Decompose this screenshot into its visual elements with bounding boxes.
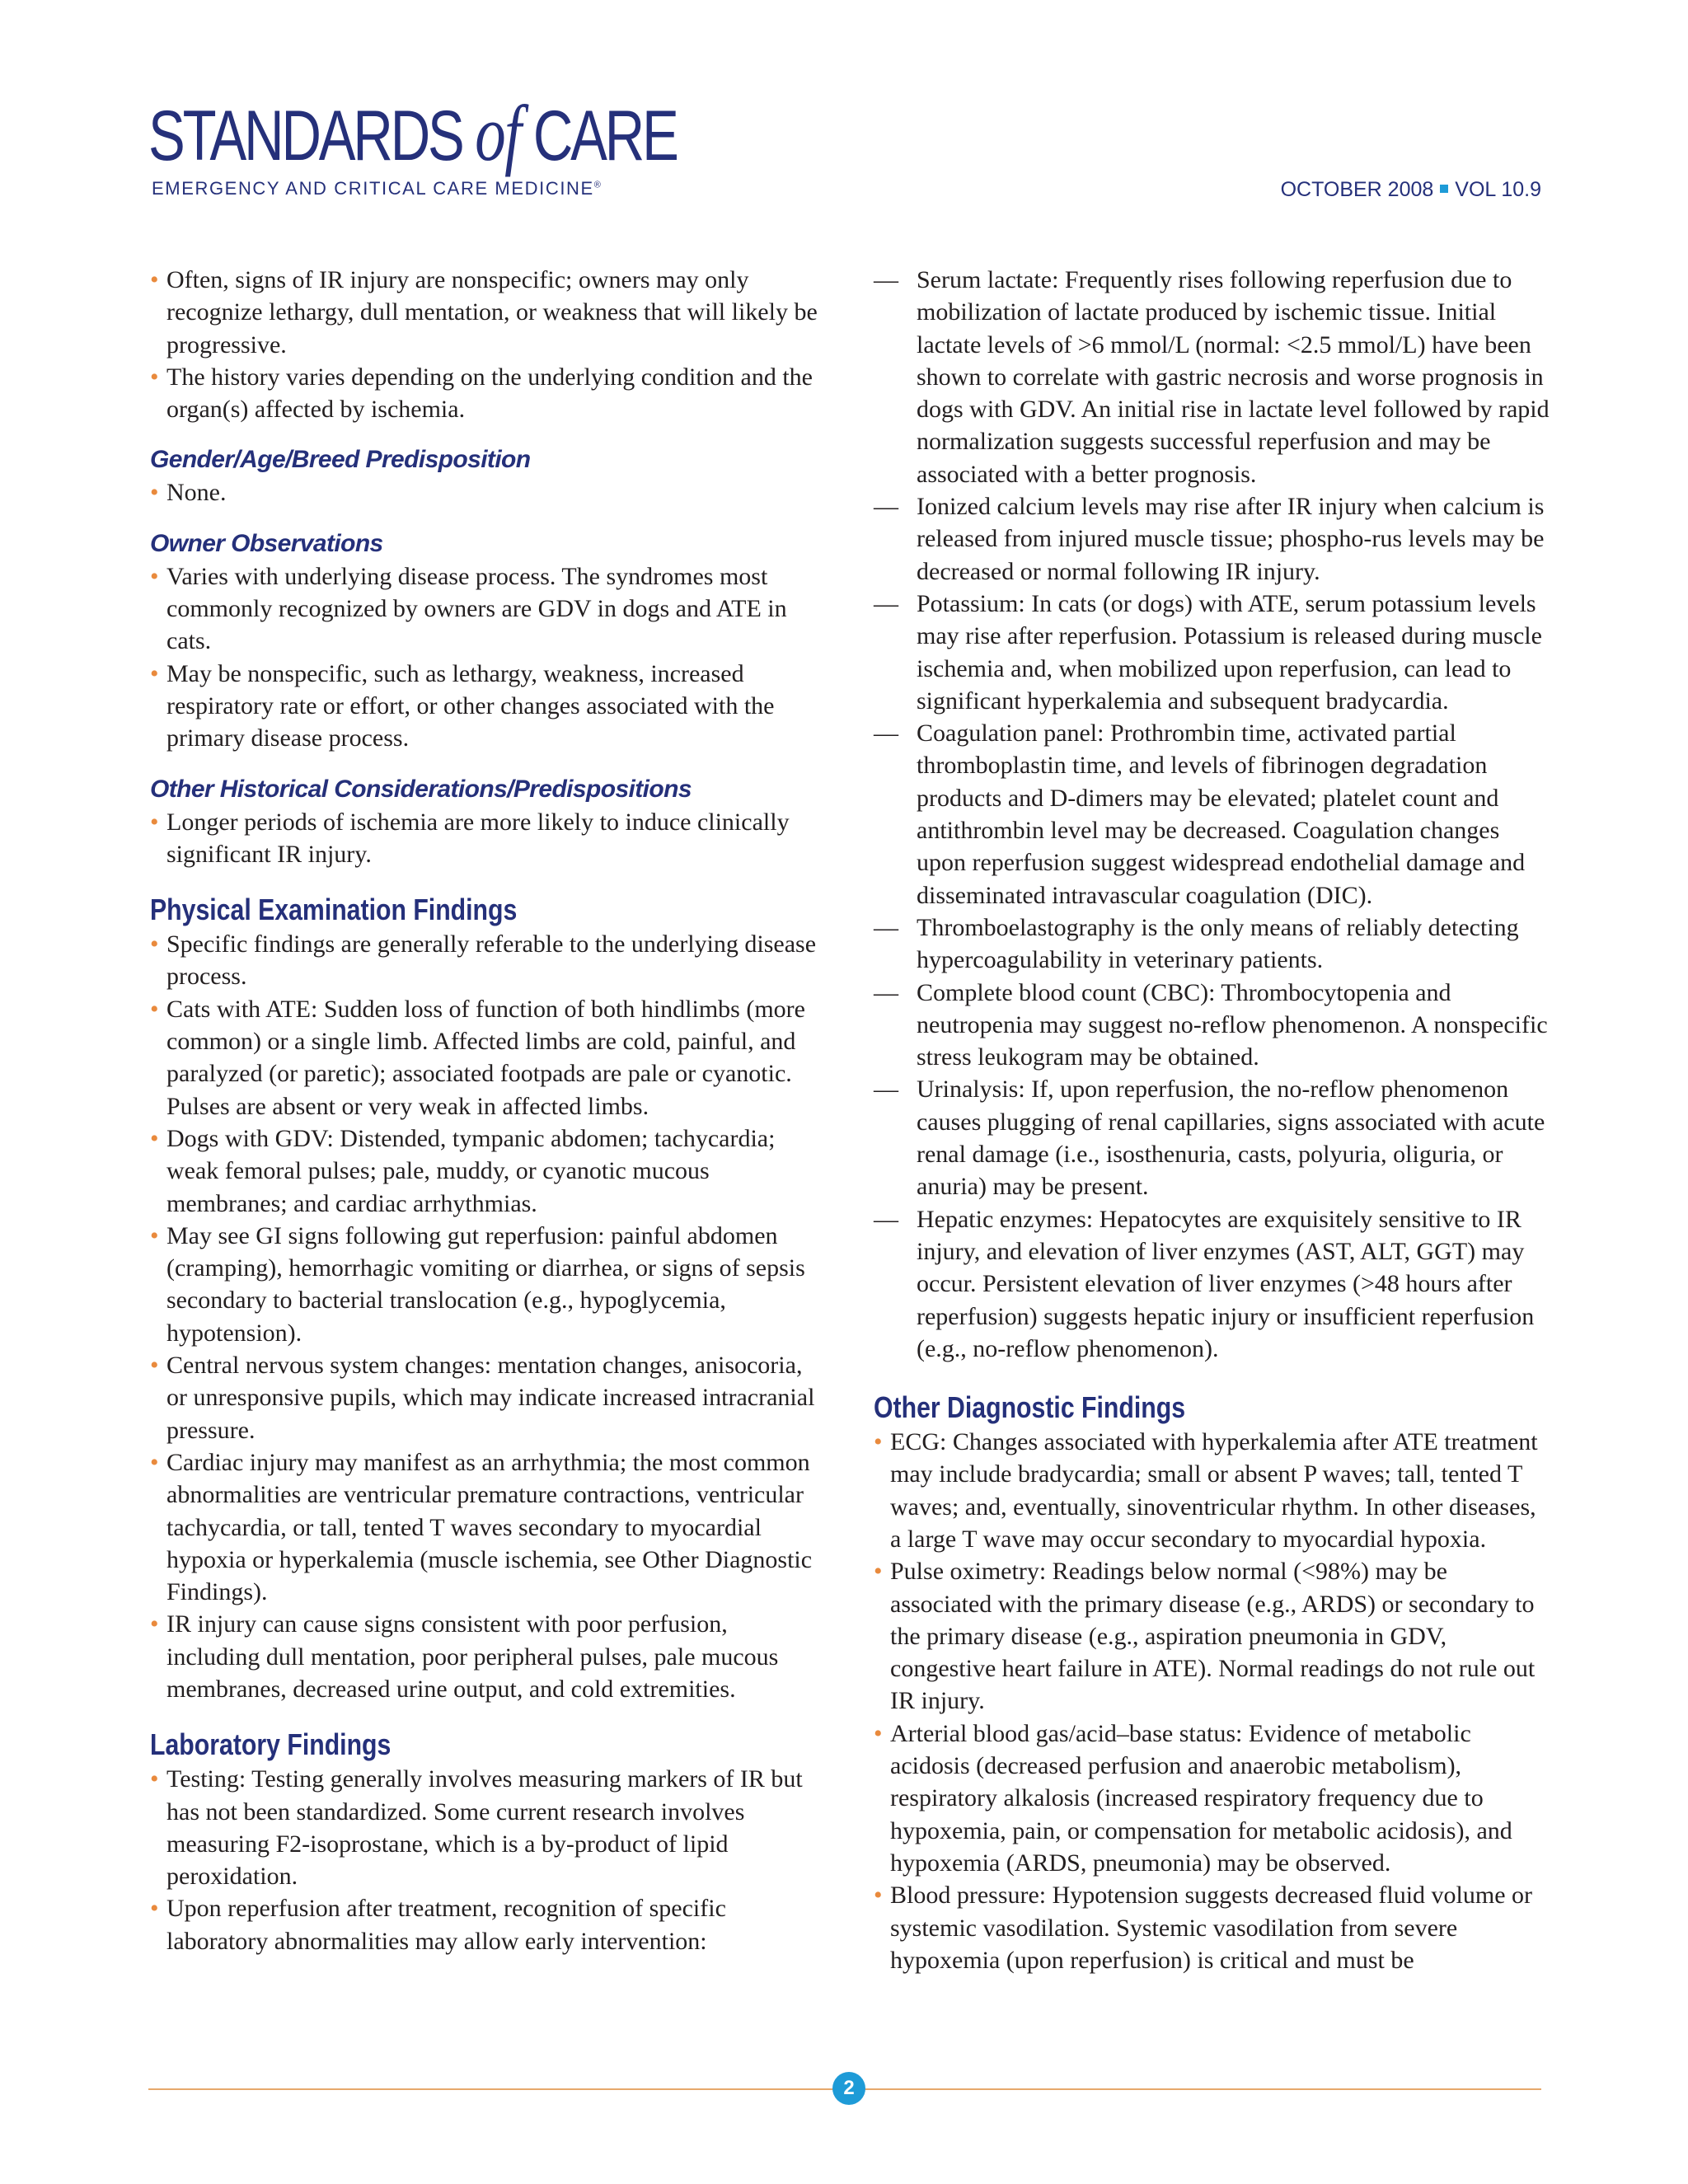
bullet-item <box>150 1763 826 1892</box>
issue-date: OCTOBER 2008 <box>1280 178 1434 201</box>
item-text: Potassium: In cats (or dogs) with ATE, serum potassium levels may rise after reperfusion. Potassium is released during muscle ischemia and, when mobilized upon reperfusion, can lead to significant hyperkalemia and subsequent bradycardia. <box>917 589 1542 715</box>
page-number: 2 <box>832 2072 865 2105</box>
issue-info <box>1281 178 1541 202</box>
item-text: Central nervous system changes: mentation changes, anisocoria, or unresponsive pupils, which may indicate increased intracranial pressure. <box>166 1352 815 1444</box>
issue-volume: VOL 10.9 <box>1455 178 1541 201</box>
dash-item <box>874 588 1550 717</box>
dash-item <box>874 717 1550 912</box>
bullet-item <box>150 560 826 658</box>
item-text: Ionized calcium levels may rise after IR injury when calcium is released from injured muscle tissue; phospho-rus levels may be decreased or normal following IR injury. <box>917 493 1545 585</box>
bullet-item <box>874 1879 1550 1976</box>
item-text: Testing: Testing generally involves measuring markers of IR but has not been standardized. Some current research involves measuring F2-isoprostane, which is a by-product of lipid peroxidation. <box>166 1765 803 1891</box>
laboratory-list <box>150 1763 826 1957</box>
item-text: Longer periods of ischemia are more likely to induce clinically significant IR injury. <box>166 808 790 868</box>
bullet-dot-icon: • <box>150 930 159 958</box>
separator-square-icon <box>1440 185 1448 193</box>
other-diagnostic-heading: Other Diagnostic Findings <box>874 1390 1186 1425</box>
item-text: Pulse oximetry: Readings below normal (<98%) may be associated with the primary disease (e.g., ARDS) or secondary to the primary disease (e.g., aspiration pneumonia in GDV, congestive heart failure in ATE). Normal readings do not rule out IR injury. <box>890 1558 1536 1715</box>
item-text: Specific findings are generally referable to the underlying disease process. <box>166 930 817 991</box>
item-text: Serum lactate: Frequently rises following reperfusion due to mobilization of lactate produced by ischemic tissue. Initial lactate levels of >6 mmol/L (normal: <2.5 mmol/L) have been shown to correlate with gastric necrosis and worse prognosis in dogs with GDV. An initial rise in lactate level followed by rapid normalization suggests successful reperfusion and may be associated with a better prognosis. <box>917 266 1550 488</box>
em-dash-icon: — <box>874 913 898 941</box>
bullet-dot-icon: • <box>150 1765 159 1793</box>
bullet-item <box>150 806 826 871</box>
other-historical-list <box>150 806 826 871</box>
item-text: Often, signs of IR injury are nonspecific; owners may only recognize lethargy, dull mentation, or weakness that will likely be progressive. <box>166 266 818 359</box>
bullet-item <box>874 1718 1550 1879</box>
bullet-item <box>150 264 826 361</box>
left-column <box>150 264 826 1957</box>
dash-item <box>874 977 1550 1074</box>
em-dash-icon: — <box>874 1205 898 1233</box>
gender-heading: Gender/Age/Breed Predisposition <box>150 446 531 474</box>
gender-list <box>150 476 826 509</box>
item-text: Dogs with GDV: Distended, tympanic abdomen; tachycardia; weak femoral pulses; pale, muddy, or cyanotic mucous membranes; and cardiac arrhythmias. <box>166 1124 776 1217</box>
dash-item <box>874 264 1550 490</box>
item-text: None. <box>166 479 227 507</box>
bullet-dot-icon: • <box>150 1895 159 1923</box>
item-text: ECG: Changes associated with hyperkalemia after ATE treatment may include bradycardia; small or absent P waves; tall, tented T waves; and, eventually, sinoventricular rhythm. In other diseases, a large T wave may occur secondary to myocardial hypoxia. <box>890 1428 1538 1553</box>
owner-observations-list <box>150 560 826 755</box>
em-dash-icon: — <box>874 1076 898 1104</box>
em-dash-icon: — <box>874 719 898 748</box>
bullet-item <box>150 1220 826 1349</box>
intro-list <box>150 264 826 425</box>
bullet-dot-icon: • <box>150 479 159 507</box>
dash-item <box>874 912 1550 977</box>
bullet-item <box>150 1349 826 1446</box>
item-text: Complete blood count (CBC): Thrombocytopenia and neutropenia may suggest no-reflow phenomenon. A nonspecific stress leukogram may be obtained. <box>917 978 1548 1071</box>
em-dash-icon: — <box>874 266 898 293</box>
item-text: IR injury can cause signs consistent with poor perfusion, including dull mentation, poor peripheral pulses, pale mucous membranes, decreased urine output, and cold extremities. <box>166 1610 779 1703</box>
item-text: Cardiac injury may manifest as an arrhythmia; the most common abnormalities are ventricular premature contractions, ventricular tachycardia, or tall, tented T waves secondary to myocardial hypoxia or hyperkalemia (muscle ischemia, see Other Diagnostic Findings). <box>166 1448 813 1606</box>
bullet-dot-icon: • <box>150 562 159 590</box>
em-dash-icon: — <box>874 493 898 521</box>
item-text: Arterial blood gas/acid–base status: Evidence of metabolic acidosis (decreased perfusion and anaerobic metabolism), respiratory alkalosis (increased respiratory frequency due to hypoxemia, pain, or compensation for metabolic acidosis), and hypoxemia (ARDS, pneumonia) may be observed. <box>890 1719 1512 1877</box>
item-text: Hepatic enzymes: Hepatocytes are exquisitely sensitive to IR injury, and elevation of liver enzymes (AST, ALT, GGT) may occur. Persistent elevation of liver enzymes (>48 hours after reperfusion) suggests hepatic injury or insufficient reperfusion (e.g., no-reflow phenomenon). <box>917 1205 1535 1362</box>
bullet-dot-icon: • <box>150 1610 159 1638</box>
dash-item <box>874 1073 1550 1202</box>
item-text: Thromboelastography is the only means of reliably detecting hypercoagulability in veterinary patients. <box>917 913 1519 974</box>
bullet-dot-icon: • <box>874 1719 883 1747</box>
bullet-dot-icon: • <box>874 1428 883 1456</box>
physical-exam-heading: Physical Examination Findings <box>150 893 518 927</box>
item-text: The history varies depending on the underlying condition and the organ(s) affected by ischemia. <box>166 363 813 424</box>
bullet-item <box>874 1555 1550 1717</box>
item-text: May be nonspecific, such as lethargy, weakness, increased respiratory rate or effort, or other changes associated with the primary disease process. <box>166 659 775 752</box>
bullet-dot-icon: • <box>150 363 159 391</box>
bullet-item <box>150 658 826 755</box>
bullet-item <box>150 476 826 509</box>
right-column <box>874 264 1550 1976</box>
bullet-dot-icon: • <box>150 266 159 293</box>
bullet-item <box>150 361 826 426</box>
em-dash-icon: — <box>874 978 898 1006</box>
item-text: Cats with ATE: Sudden loss of function of both hindlimbs (more common) or a single limb. Affected limbs are cold, painful, and paralyzed (or paretic); associated footpads are pale or cyanotic. Pulses are absent or very weak in affected limbs. <box>166 995 805 1120</box>
masthead <box>148 89 1541 208</box>
dash-item <box>874 1203 1550 1365</box>
bullet-dot-icon: • <box>874 1882 883 1910</box>
bullet-item <box>150 1608 826 1705</box>
bullet-item <box>874 1426 1550 1555</box>
bullet-dot-icon: • <box>150 1124 159 1152</box>
item-text: Upon reperfusion after treatment, recognition of specific laboratory abnormalities may allow early intervention: <box>166 1895 726 1955</box>
bullet-item <box>150 1892 826 1957</box>
bullet-dot-icon: • <box>150 1221 159 1249</box>
item-text: Urinalysis: If, upon reperfusion, the no-reflow phenomenon causes plugging of renal capillaries, signs associated with acute renal damage (i.e., isosthenuria, casts, polyuria, oliguria, or anuria) may be present. <box>917 1076 1545 1201</box>
bullet-dot-icon: • <box>874 1558 883 1586</box>
bullet-dot-icon: • <box>150 1352 159 1380</box>
dash-item <box>874 490 1550 588</box>
em-dash-icon: — <box>874 589 898 617</box>
other-diagnostic-list <box>874 1426 1550 1976</box>
bullet-item <box>150 993 826 1122</box>
bullet-item <box>150 1446 826 1608</box>
laboratory-detail-list <box>874 264 1550 1365</box>
owner-observations-heading: Owner Observations <box>150 529 383 557</box>
publication-logo: STANDARDS of CARE <box>148 89 677 177</box>
bullet-item <box>150 928 826 993</box>
item-text: Blood pressure: Hypotension suggests decreased fluid volume or systemic vasodilation. Systemic vasodilation from severe hypoxemia (upon reperfusion) is critical and must be <box>890 1882 1533 1974</box>
item-text: May see GI signs following gut reperfusion: painful abdomen (cramping), hemorrhagic vomiting or diarrhea, or signs of sepsis secondary to bacterial translocation (e.g., hypoglycemia, hypotension). <box>166 1221 805 1347</box>
publication-subtitle: EMERGENCY AND CRITICAL CARE MEDICINE® <box>152 178 603 199</box>
bullet-item <box>150 1122 826 1220</box>
physical-exam-list <box>150 928 826 1705</box>
bullet-dot-icon: • <box>150 808 159 836</box>
bullet-dot-icon: • <box>150 1448 159 1476</box>
item-text: Varies with underlying disease process. The syndromes most commonly recognized by owners are GDV in dogs and ATE in cats. <box>166 562 787 655</box>
bullet-dot-icon: • <box>150 659 159 687</box>
other-historical-heading: Other Historical Considerations/Predispositions <box>150 775 692 803</box>
item-text: Coagulation panel: Prothrombin time, activated partial thromboplastin time, and levels of fibrinogen degradation products and D-dimers may be elevated; platelet count and antithrombin level may be decreased. Coagulation changes upon reperfusion suggest widespread endothelial damage and disseminated intravascular coagulation (DIC). <box>917 719 1526 909</box>
bullet-dot-icon: • <box>150 995 159 1023</box>
laboratory-heading: Laboratory Findings <box>150 1727 392 1762</box>
